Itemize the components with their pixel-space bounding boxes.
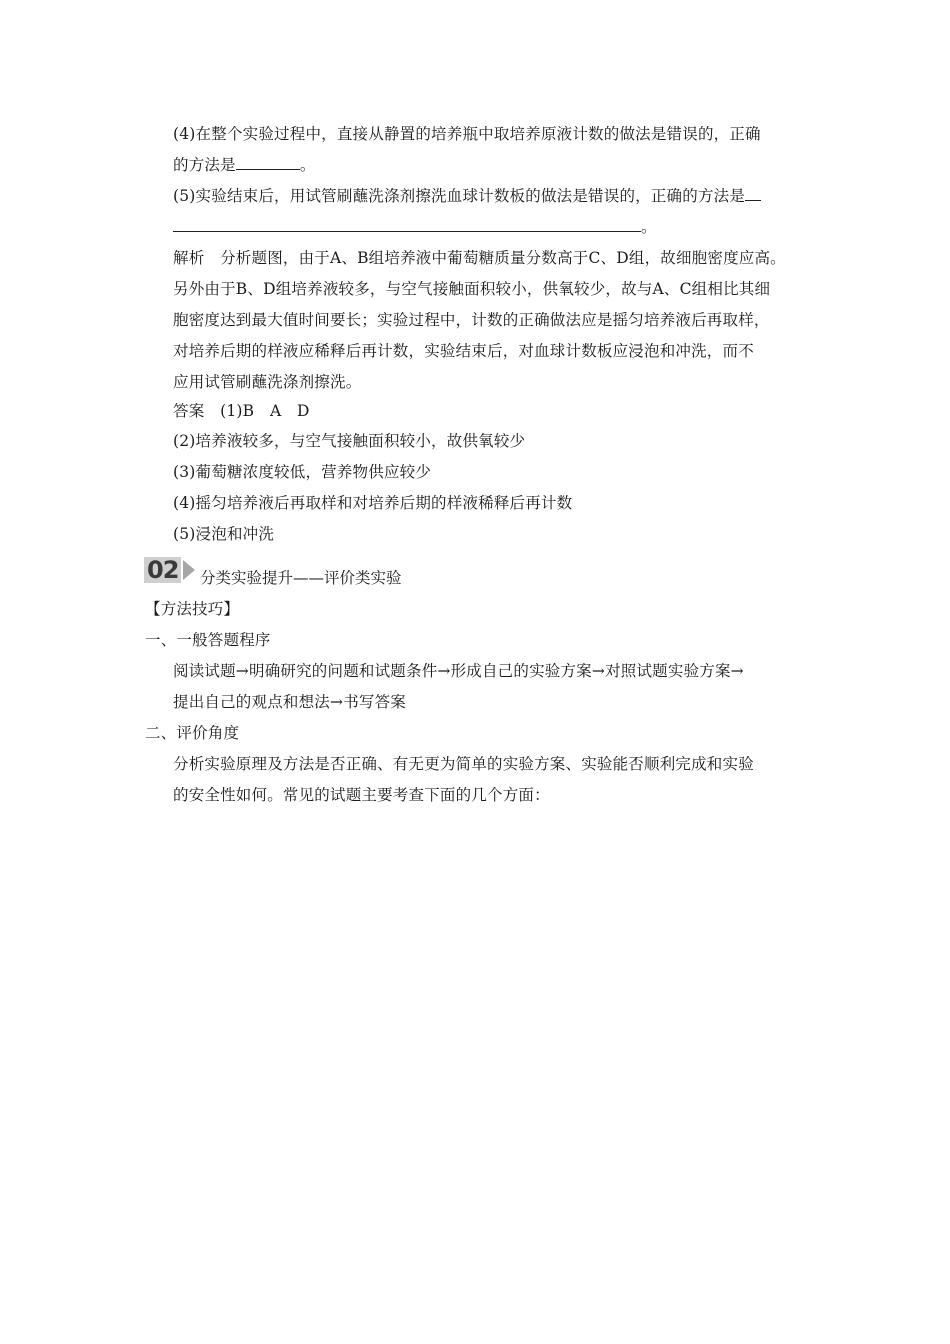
method-item-2-line-2: 的安全性如何。常见的试题主要考查下面的几个方面： xyxy=(173,786,550,804)
answer-blank xyxy=(236,155,300,170)
question-4-line-2 xyxy=(173,155,316,175)
question-5-end: 。 xyxy=(641,218,657,236)
question-5-text: (5)实验结束后，用试管刷蘸洗涤剂擦洗血球计数板的做法是错误的，正确的方法是 xyxy=(173,187,746,205)
section-badge xyxy=(144,557,195,583)
answer-line-5: (5)浸泡和冲洗 xyxy=(173,525,275,543)
question-5-line-1 xyxy=(173,186,761,206)
analysis-line-5: 应用试管刷蘸洗涤剂擦洗。 xyxy=(173,373,362,391)
method-item-1-line-1: 阅读试题→明确研究的问题和试题条件→形成自己的实验方案→对照试题实验方案→ xyxy=(173,662,744,680)
question-5-line-2 xyxy=(173,217,657,237)
question-4-text: 的方法是 xyxy=(173,156,236,174)
method-item-2-line-1: 分析实验原理及方法是否正确、有无更为简单的实验方案、实验能否顺利完成和实验 xyxy=(173,755,754,773)
answer-line-1: 答案 (1)B A D xyxy=(173,402,310,420)
answer-line-4: (4)摇匀培养液后再取样和对培养后期的样液稀释后再计数 xyxy=(173,494,573,512)
answer-line-3: (3)葡萄糖浓度较低，营养物供应较少 xyxy=(173,463,432,481)
analysis-line-2: 另外由于B、D组培养液较多，与空气接触面积较小，供氧较少，故与A、C组相比其细 xyxy=(173,280,771,298)
answer-blank xyxy=(173,217,641,232)
method-item-2-title: 二、评价角度 xyxy=(145,724,240,742)
question-4-end: 。 xyxy=(299,156,316,174)
method-item-1-line-2: 提出自己的观点和想法→书写答案 xyxy=(173,693,406,711)
section-number: 02 xyxy=(144,557,181,583)
analysis-line-4: 对培养后期的样液应稀释后再计数，实验结束后，对血球计数板应浸泡和冲洗，而不 xyxy=(173,342,754,360)
method-item-1-title: 一、一般答题程序 xyxy=(145,631,271,649)
arrow-icon xyxy=(183,560,195,580)
section-title: 分类实验提升——评价类实验 xyxy=(200,569,402,587)
analysis-line-3: 胞密度达到最大值时间要长；实验过程中，计数的正确做法应是摇匀培养液后再取样， xyxy=(173,311,770,329)
answer-line-2: (2)培养液较多，与空气接触面积较小，故供氧较少 xyxy=(173,432,526,450)
question-4-line-1: (4)在整个实验过程中，直接从静置的培养瓶中取培养原液计数的做法是错误的，正确 xyxy=(173,125,761,143)
method-heading: 【方法技巧】 xyxy=(145,600,240,618)
answer-blank xyxy=(745,186,761,201)
analysis-line-1: 解析 分析题图，由于A、B组培养液中葡萄糖质量分数高于C、D组，故细胞密度应高。 xyxy=(173,249,786,267)
